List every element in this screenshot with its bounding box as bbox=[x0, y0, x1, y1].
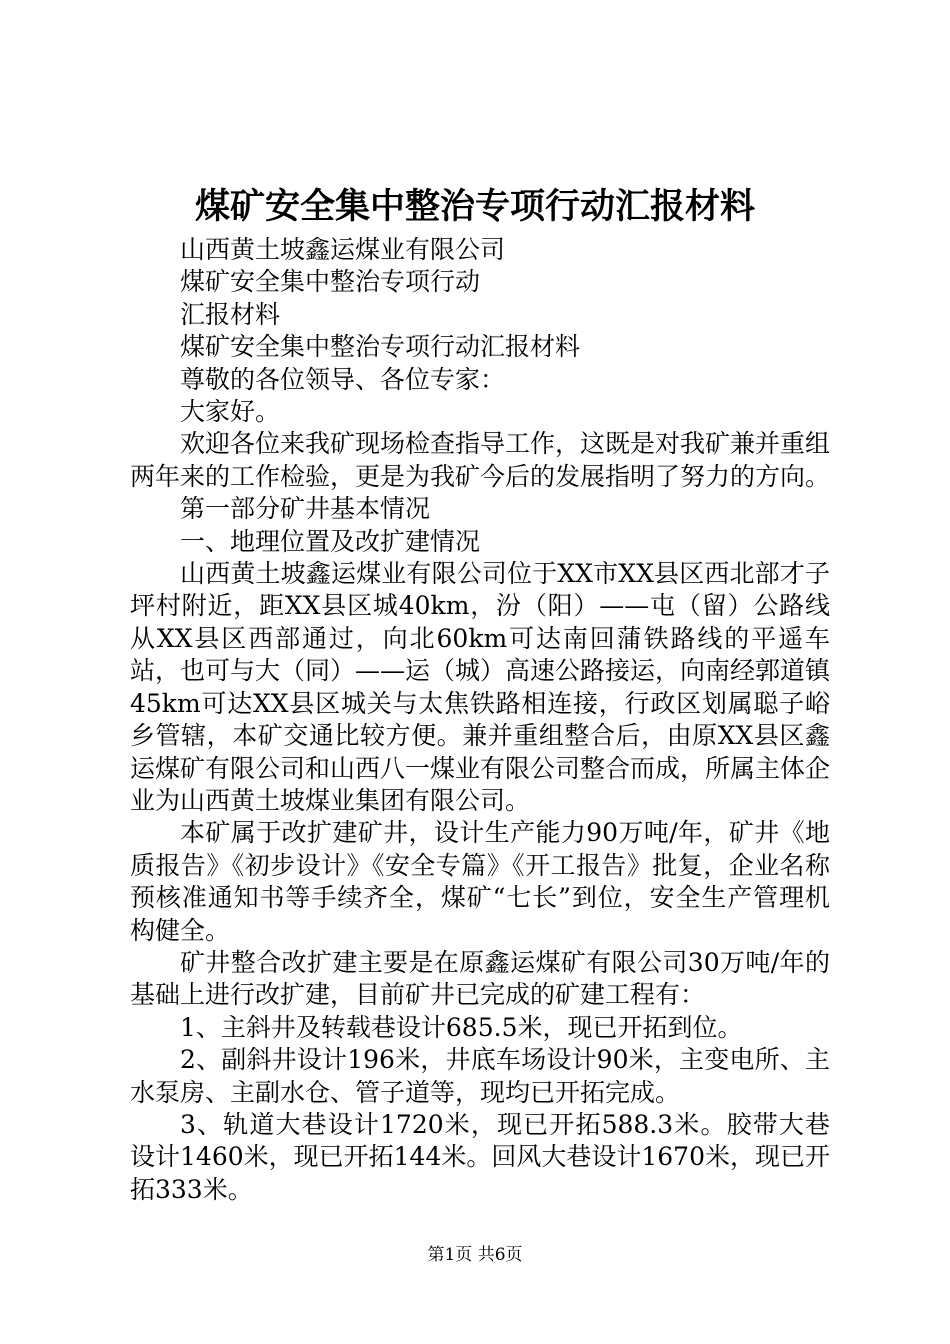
section-heading-part-one: 第一部分矿井基本情况 bbox=[180, 494, 431, 524]
paragraph-welcome: 欢迎各位来我矿现场检查指导工作，这既是对我矿兼并重组两年来的工作检验，更是为我矿今后的发展指明了努力的方向。 bbox=[130, 429, 831, 491]
paragraph-salutation: 尊敬的各位领导、各位专家： bbox=[180, 364, 506, 394]
paragraph-mine-type: 本矿属于改扩建矿井，设计生产能力90万吨/年，矿井《地质报告》《初步设计》《安全专篇》《开工报告》批复，企业名称预核准通知书等手续齐全，煤矿“七长”到位，安全生产管理机构健全。 bbox=[130, 818, 830, 945]
paragraph-greeting: 大家好。 bbox=[180, 397, 281, 427]
paragraph-company-name: 山西黄土坡鑫运煤业有限公司 bbox=[180, 235, 506, 264]
paragraph-location: 山西黄土坡鑫运煤业有限公司位于XX市XX县区西北部才子坪村附近，距XX县区城40km，汾（阳）——屯（留）公路线从XX县区西部通过，向北60km可达南回蒲铁路线的平遥车站，也可与大（同）——运（城）高速公路接运，向南经郭道镇45km可达XX县区城关与太焦铁路相连接，行政区划属聪子峪乡管辖，本矿交通比较方便。兼并重组整合后，由原XX县区鑫运煤矿有限公司和山西八一煤业有限公司整合而成，所属主体企业为山西黄土坡煤业集团有限公司。 bbox=[130, 559, 831, 815]
paragraph-expansion: 矿井整合改扩建主要是在原鑫运煤矿有限公司30万吨/年的基础上进行改扩建，目前矿井已完成的矿建工程有： bbox=[130, 947, 830, 1010]
paragraph-item-1: 1、主斜井及转载巷设计685.5米，现已开拓到位。 bbox=[180, 1012, 743, 1042]
paragraph-item-3: 3、轨道大巷设计1720米，现已开拓588.3米。胶带大巷设计1460米，现已开拓144米。回风大巷设计1670米，现已开拓333米。 bbox=[130, 1109, 830, 1204]
document-body bbox=[130, 234, 830, 1206]
paragraph-report-title: 煤矿安全集中整治专项行动汇报材料 bbox=[180, 332, 581, 362]
paragraph-report-label: 汇报材料 bbox=[180, 299, 281, 329]
document-title: 煤矿安全集中整治专项行动汇报材料 bbox=[194, 186, 755, 227]
page-number-footer: 第1页 共6页 bbox=[427, 1245, 523, 1265]
section-heading-location: 一、地理位置及改扩建情况 bbox=[180, 526, 481, 556]
paragraph-item-2: 2、副斜井设计196米，井底车场设计90米，主变电所、主水泵房、主副水仓、管子道等，现均已开拓完成。 bbox=[130, 1045, 830, 1107]
paragraph-action-name: 煤矿安全集中整治专项行动 bbox=[180, 267, 481, 297]
